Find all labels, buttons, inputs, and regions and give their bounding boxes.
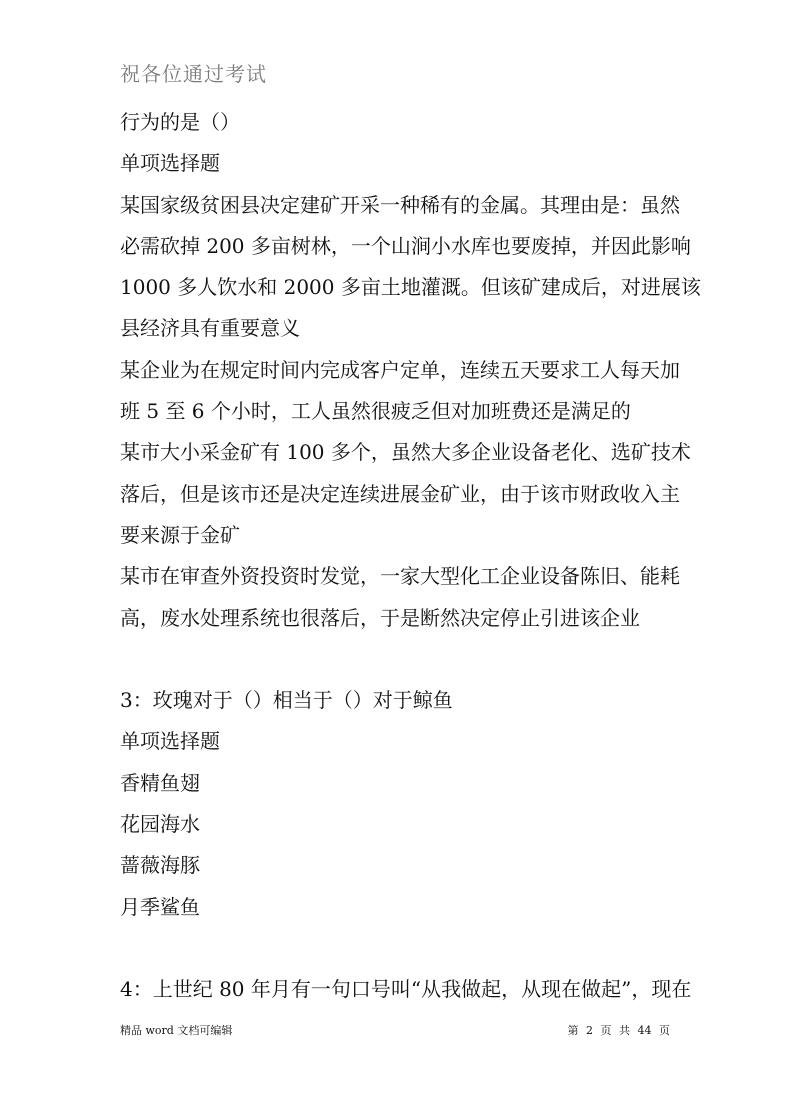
option-c-line-3: 要来源于金矿 [120, 522, 240, 547]
page-header: 祝各位通过考试 [120, 62, 267, 86]
page-prefix: 第 [567, 1024, 579, 1037]
question-4-stem: 4：上世纪 80 年月有一句口号叫“从我做起，从现在做起”，现在 [120, 977, 692, 1002]
page-total: 44 [637, 1024, 652, 1037]
question-3-option-d: 月季鲨鱼 [120, 894, 200, 919]
spacer [120, 928, 676, 969]
option-a-line-1: 某国家级贫困县决定建矿开采一种稀有的金属。其理由是：虽然 [120, 192, 680, 217]
question-3-stem: 3：玫瑰对于（）相当于（）对于鲸鱼 [120, 688, 453, 713]
spacer [120, 639, 676, 680]
total-word: 共 [619, 1024, 630, 1037]
option-b-line-2: 班 5 至 6 个小时，工人虽然很疲乏但对加班费还是满足的 [120, 399, 631, 424]
option-b-line-1: 某企业为在规定时间内完成客户定单，连续五天要求工人每天加 [120, 357, 680, 382]
question-3-type: 单项选择题 [120, 729, 220, 754]
question-3-option-b: 花园海水 [120, 812, 200, 837]
page-word: 页 [600, 1024, 612, 1037]
footer-note: 精品 word 文档可编辑 [120, 1024, 233, 1037]
page-footer [120, 1022, 672, 1038]
option-a-line-2: 必需砍掉 200 多亩树林，一个山涧小水库也要废掉，并因此影响 [120, 233, 691, 258]
question-3-option-a: 香精鱼翅 [120, 770, 200, 795]
option-c-line-1: 某市大小采金矿有 100 多个，虽然大多企业设备老化、选矿技术 [120, 440, 691, 465]
question-3-option-c: 蔷薇海豚 [120, 853, 200, 878]
option-d-line-2: 高，废水处理系统也很落后，于是断然决定停止引进该企业 [120, 605, 640, 630]
question-type-label: 单项选择题 [120, 151, 220, 176]
page-suffix: 页 [659, 1024, 670, 1037]
option-c-line-2: 落后，但是该市还是决定连续进展金矿业，由于该市财政收入主 [120, 481, 680, 506]
page-current: 2 [586, 1024, 593, 1037]
option-d-line-1: 某市在审查外资投资时发觉，一家大型化工企业设备陈旧、能耗 [120, 564, 680, 589]
document-body [120, 102, 701, 1011]
option-a-line-3: 1000 多人饮水和 2000 多亩土地灌溉。但该矿建成后，对进展该 [120, 275, 701, 300]
option-a-line-4: 县经济具有重要意义 [120, 316, 300, 341]
page-number [566, 1022, 673, 1038]
text-line: 行为的是（） [120, 110, 240, 134]
